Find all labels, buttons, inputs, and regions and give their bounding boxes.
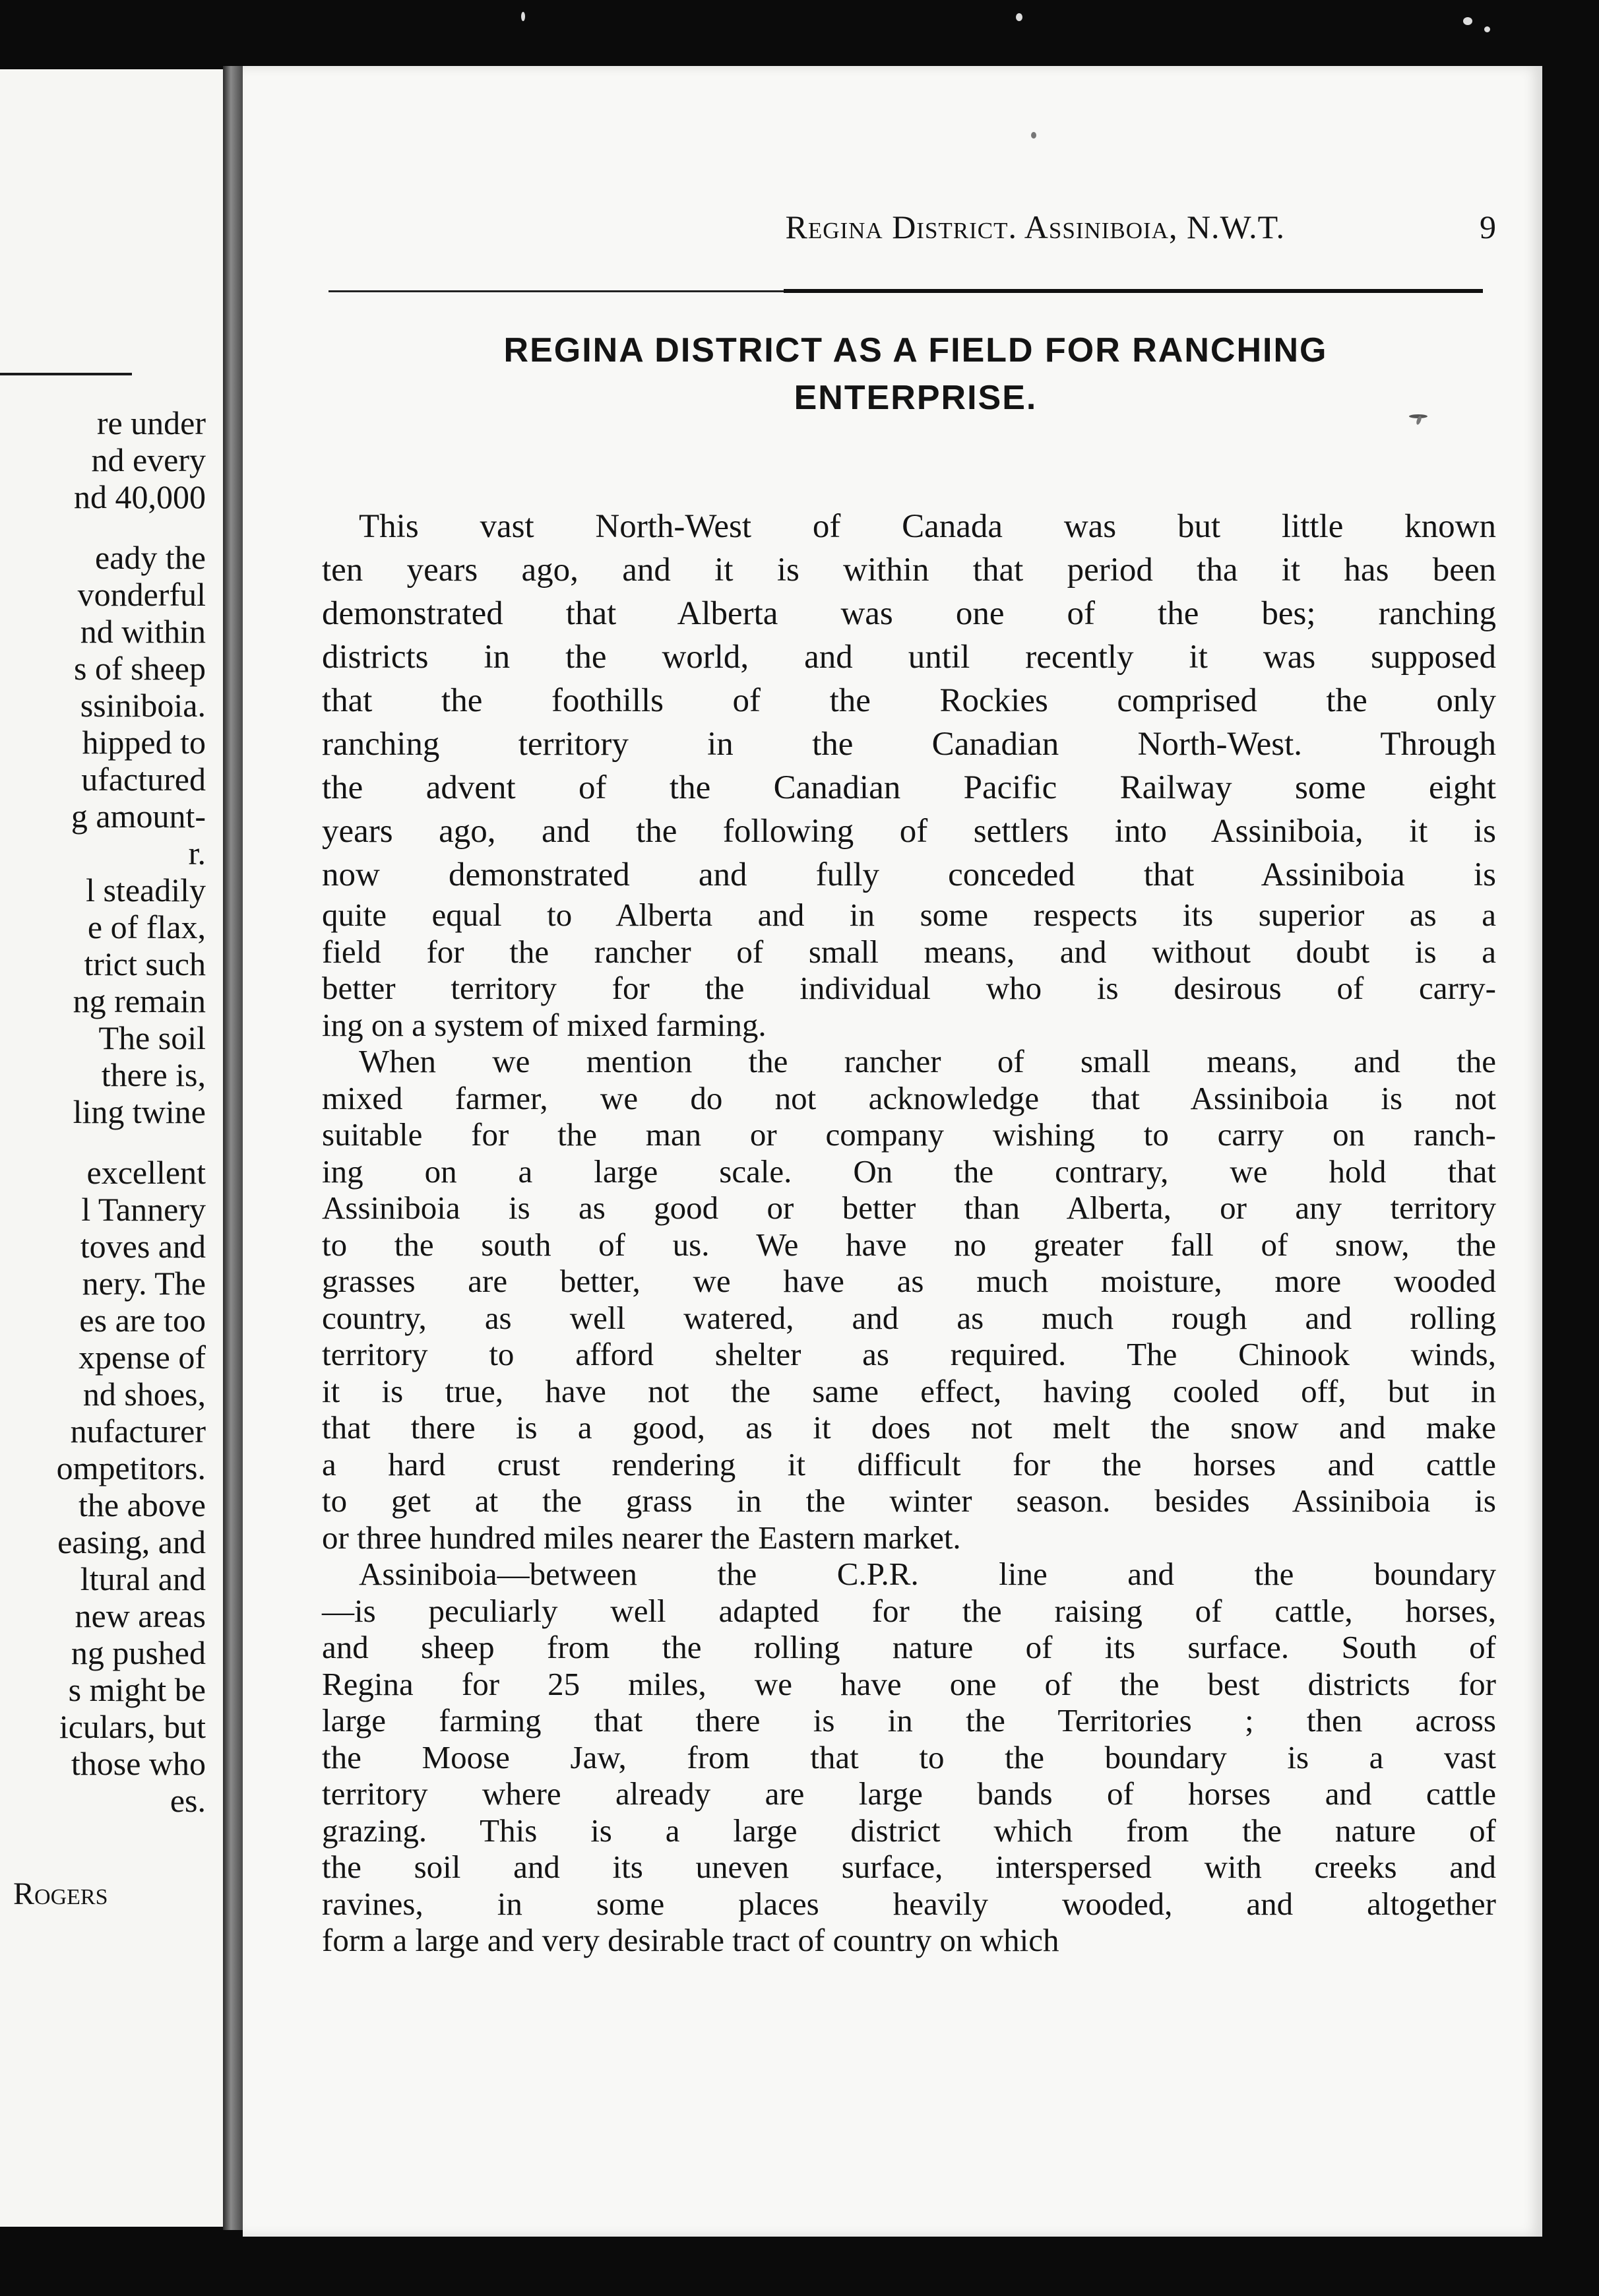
article-title-line: ENTERPRISE. xyxy=(794,379,1038,417)
left-page-line: nery. The xyxy=(82,1265,206,1302)
left-page-line: nd within xyxy=(80,613,206,650)
left-page-line: those who xyxy=(71,1745,206,1782)
article-line: Assiniboia is as good or better than Alberta, or any territory xyxy=(322,1190,1496,1226)
article-line: better territory for the individual who is desirous of carry- xyxy=(322,970,1496,1006)
article-line: ing on a large scale. On the contrary, we hold that xyxy=(322,1153,1496,1190)
scan-speck xyxy=(1484,26,1490,32)
right-page xyxy=(243,66,1542,2237)
left-page-line: ufactured xyxy=(81,761,206,798)
article-line: to the south of us. We have no greater fall of snow, the xyxy=(322,1226,1496,1263)
left-page xyxy=(0,69,224,2227)
article-title-line: REGINA DISTRICT AS A FIELD FOR RANCHING xyxy=(503,331,1328,369)
article-line: now demonstrated and fully conceded that Assiniboia is xyxy=(322,856,1496,893)
article-line: districts in the world, and until recently it was supposed xyxy=(322,639,1496,676)
article-line: a hard crust rendering it difficult for the horses and cattle xyxy=(322,1446,1496,1483)
left-page-line: eady the xyxy=(95,539,206,576)
left-page-line: ssiniboia. xyxy=(80,687,206,724)
left-page-line: ng remain xyxy=(73,982,206,1019)
article-line: ranching territory in the Canadian North-West. Through xyxy=(322,726,1496,763)
article-line: that the foothills of the Rockies comprised the only xyxy=(322,682,1496,719)
left-page-line: es. xyxy=(170,1782,206,1819)
left-page-line: e of flax, xyxy=(87,909,206,945)
left-page-line: vonderful xyxy=(77,576,206,613)
left-page-line: nd 40,000 xyxy=(74,478,206,515)
left-page-line: s of sheep xyxy=(74,650,206,687)
article-line: grazing. This is a large district which from the nature of xyxy=(322,1812,1496,1849)
page-speck xyxy=(1031,132,1036,139)
header-rule-accent xyxy=(784,289,1483,293)
article-line: form a large and very desirable tract of country on which xyxy=(322,1922,1059,1958)
left-page-line: l Tannery xyxy=(81,1191,206,1228)
article-line: large farming that there is in the Territories ; then across xyxy=(322,1702,1496,1738)
running-head: Regina District. Assiniboia, N.W.T. xyxy=(785,208,1285,245)
left-page-line: easing, and xyxy=(57,1523,206,1560)
article-line: ravines, in some places heavily wooded, and altogether xyxy=(322,1885,1496,1922)
article-line: or three hundred miles nearer the Eastern market. xyxy=(322,1519,961,1556)
article-line: demonstrated that Alberta was one of the bes; ranching xyxy=(322,595,1496,632)
article-line: When we mention the rancher of small means, and the xyxy=(359,1043,1496,1079)
scan-speck xyxy=(1016,13,1022,21)
article-line: it is true, have not the same effect, having cooled off, but in xyxy=(322,1372,1496,1409)
article-line: This vast North-West of Canada was but little known xyxy=(359,508,1496,545)
article-line: and sheep from the rolling nature of its surface. South of xyxy=(322,1629,1496,1665)
article-line: territory where already are large bands of horses and cattle xyxy=(322,1775,1496,1812)
article-line: that there is a good, as it does not melt the snow and make xyxy=(322,1409,1496,1446)
book-gutter xyxy=(223,66,243,2230)
article-line: ing on a system of mixed farming. xyxy=(322,1006,767,1043)
article-line: Regina for 25 miles, we have one of the best districts for xyxy=(322,1665,1496,1702)
left-page-line: l steadily xyxy=(86,872,206,909)
article-title xyxy=(322,327,1509,422)
left-page-line: The soil xyxy=(98,1019,206,1056)
article-body xyxy=(322,505,1496,1959)
left-page-line: s might be xyxy=(68,1671,206,1708)
left-page-line: g amount- xyxy=(71,798,206,835)
left-page-line: excellent xyxy=(86,1154,206,1191)
left-page-line: xpense of xyxy=(78,1339,206,1376)
left-page-line: toves and xyxy=(80,1228,206,1265)
article-line: ten years ago, and it is within that period tha it has been xyxy=(322,552,1496,589)
left-page-line: ompetitors. xyxy=(56,1450,206,1486)
left-page-line: nufacturer xyxy=(70,1413,206,1450)
article-line: the Moose Jaw, from that to the boundary is a vast xyxy=(322,1738,1496,1775)
article-line: territory to afford shelter as required. The Chinook winds, xyxy=(322,1336,1496,1372)
article-line: grasses are better, we have as much moisture, more wooded xyxy=(322,1263,1496,1299)
article-line: country, as well watered, and as much rough and rolling xyxy=(322,1299,1496,1336)
article-line: field for the rancher of small means, and without doubt is a xyxy=(322,933,1496,970)
left-page-line: nd shoes, xyxy=(82,1376,206,1413)
left-page-rule xyxy=(0,373,132,375)
article-line: the soil and its uneven surface, interspersed with creeks and xyxy=(322,1849,1496,1885)
article-line: the advent of the Canadian Pacific Railway some eight xyxy=(322,769,1496,806)
article-line: suitable for the man or company wishing to carry on ranch- xyxy=(322,1116,1496,1153)
left-page-line: re under xyxy=(96,404,206,441)
article-paragraph xyxy=(322,505,1496,897)
article-line: mixed farmer, we do not acknowledge that Assiniboia is not xyxy=(322,1079,1496,1116)
article-line: —is peculiarly well adapted for the raising of cattle, horses, xyxy=(322,1592,1496,1629)
left-page-line: trict such xyxy=(84,945,206,982)
article-line: years ago, and the following of settlers into Assiniboia, it is xyxy=(322,813,1496,850)
left-page-line: ng pushed xyxy=(71,1634,206,1671)
article-paragraph xyxy=(322,1556,1496,1959)
left-page-line: ling twine xyxy=(73,1093,206,1130)
left-page-line: hipped to xyxy=(82,724,206,761)
left-page-line: iculars, but xyxy=(59,1708,206,1745)
left-page-line: nd every xyxy=(91,441,206,478)
article-line: quite equal to Alberta and in some respects its superior as a xyxy=(322,897,1496,933)
left-page-line: the above xyxy=(78,1486,206,1523)
left-page-line: new areas xyxy=(75,1597,206,1634)
scan-speck xyxy=(521,12,525,21)
left-page-signature: Rogers xyxy=(13,1876,108,1911)
article-line: to get at the grass in the winter season. besides Assiniboia is xyxy=(322,1483,1496,1519)
scan-speck xyxy=(1463,17,1472,25)
article-paragraph xyxy=(322,1043,1496,1556)
left-page-line: r. xyxy=(188,835,206,872)
left-page-line: there is, xyxy=(101,1056,206,1093)
left-page-line: ltural and xyxy=(80,1560,206,1597)
article-paragraph xyxy=(322,897,1496,1043)
left-page-line: es are too xyxy=(79,1302,206,1339)
page-number: 9 xyxy=(1480,208,1496,245)
article-line: Assiniboia—between the C.P.R. line and the boundary xyxy=(359,1556,1496,1592)
